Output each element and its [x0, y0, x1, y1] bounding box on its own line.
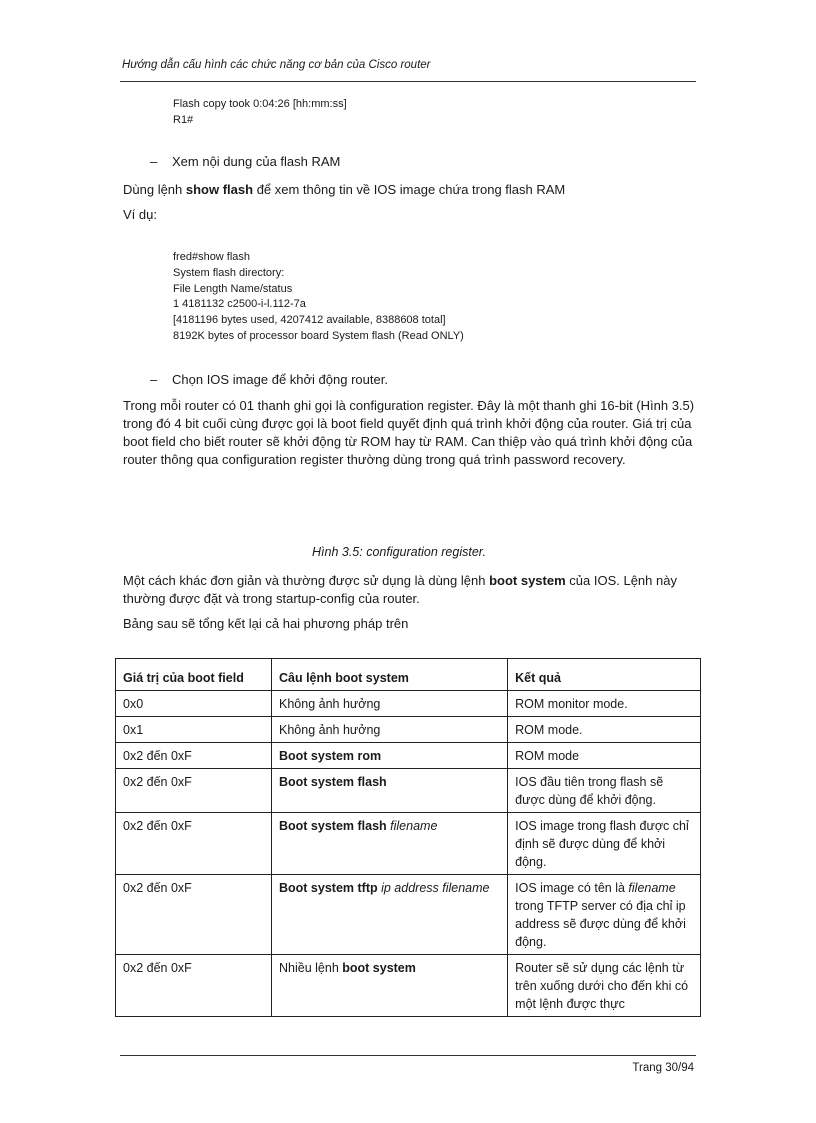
text: để xem thông tin về IOS image chứa trong flash RAM — [253, 182, 566, 197]
code-line: [4181196 bytes used, 4207412 available, 8388608 total] — [173, 314, 446, 327]
cell-result: IOS image trong flash được chỉ định sẽ được dùng để khởi động. — [508, 813, 701, 875]
table-row — [116, 875, 701, 955]
bullet-text: Chọn IOS image để khởi động router. — [172, 372, 388, 387]
code-line: Flash copy took 0:04:26 [hh:mm:ss] — [173, 98, 347, 110]
result-text: trong TFTP server có địa chỉ ip address sẽ được dùng để khởi động. — [515, 899, 686, 949]
cell-result: ROM mode — [508, 743, 701, 769]
command-text: boot system — [342, 961, 416, 975]
cell-command — [272, 813, 508, 875]
bullet-dash: – — [150, 372, 158, 387]
cell-command — [272, 769, 508, 813]
bullet-text: Xem nội dung của flash RAM — [172, 154, 341, 169]
paragraph-show-flash — [123, 181, 708, 199]
cell-boot-field: 0x1 — [116, 717, 272, 743]
cell-boot-field: 0x2 đến 0xF — [116, 743, 272, 769]
command-prefix: Nhiều lệnh — [279, 961, 339, 975]
bullet-dash: – — [150, 154, 158, 169]
result-filename: filename — [628, 881, 676, 895]
bullet-view-flash — [150, 154, 340, 169]
table-row — [116, 691, 701, 717]
cell-result: ROM monitor mode. — [508, 691, 701, 717]
example-label: Ví dụ: — [123, 207, 157, 222]
result-text: IOS image có tên là — [515, 881, 629, 895]
cell-result: IOS đầu tiên trong flash sẽ được dùng để khởi động. — [508, 769, 701, 813]
bullet-choose-ios — [150, 372, 388, 387]
code-line: File Length Name/status — [173, 282, 293, 295]
cell-command — [272, 875, 508, 955]
code-line: fred#show flash — [173, 251, 251, 263]
paragraph-config-register: Trong mỗi router có 01 thanh ghi gọi là configuration register. Đây là một thanh ghi 16-bit (Hình 3.5) trong đó 4 bit cuối cùng được gọi là boot field quyết định quá trình khởi động của router. Giá trị của boot field cho biết router sẽ khởi động từ ROM hay từ RAM. Can thiệp vào quá trình khởi động của router thông qua configuration register thường dùng trong quá trình password recovery. — [123, 398, 695, 467]
code-block-flash-copy — [173, 97, 347, 129]
footer-rule — [120, 1055, 696, 1056]
cell-boot-field: 0x2 đến 0xF — [116, 875, 272, 955]
paragraph-boot-system — [123, 572, 708, 608]
table-row — [116, 813, 701, 875]
command-text: Boot system flash — [279, 819, 387, 833]
cell-command: Không ảnh hưởng — [272, 691, 508, 717]
cell-command — [272, 955, 508, 1017]
code-line: System flash directory: — [173, 266, 285, 279]
code-line: R1# — [173, 113, 194, 126]
cell-command — [272, 743, 508, 769]
text: Một cách khác đơn giản và thường được sử dụng là dùng lệnh — [123, 573, 490, 588]
command-text: Boot system tftp — [279, 881, 378, 895]
figure-caption: Hình 3.5: configuration register. — [312, 545, 486, 559]
text: của IOS. Lệnh này thường được đặt và trong startup-config của router. — [123, 573, 677, 606]
page-number: Trang 30/94 — [632, 1062, 694, 1074]
table-row — [116, 955, 701, 1017]
text: Dùng lệnh — [123, 182, 186, 197]
cell-boot-field: 0x2 đến 0xF — [116, 769, 272, 813]
command-show-flash: show flash — [185, 182, 254, 197]
table-row — [116, 769, 701, 813]
table-header-row — [116, 659, 701, 691]
cell-result: Router sẽ sử dụng các lệnh từ trên xuống dưới cho đến khi có một lệnh được thực — [508, 955, 701, 1017]
paragraph-table-intro: Bảng sau sẽ tổng kết lại cả hai phương pháp trên — [123, 616, 409, 631]
column-header-boot-field: Giá trị của boot field — [116, 659, 272, 691]
cell-boot-field: 0x2 đến 0xF — [116, 813, 272, 875]
code-line: 1 4181132 c2500-i-l.112-7a — [173, 298, 306, 311]
cell-result — [508, 875, 701, 955]
command-text: Boot system flash — [279, 775, 387, 789]
cell-result: ROM mode. — [508, 717, 701, 743]
page-header: Hướng dẫn cấu hình các chức năng cơ bản của Cisco router — [122, 59, 431, 71]
command-arg: filename — [390, 819, 438, 833]
column-header-result: Kết quả — [508, 659, 701, 691]
command-arg: ip address filename — [381, 881, 490, 895]
code-line: 8192K bytes of processor board System flash (Read ONLY) — [173, 329, 464, 342]
table-row — [116, 743, 701, 769]
header-rule — [120, 81, 696, 82]
table-row — [116, 717, 701, 743]
command-boot-system: boot system — [489, 573, 566, 588]
cell-boot-field: 0x2 đến 0xF — [116, 955, 272, 1017]
column-header-command: Câu lệnh boot system — [272, 659, 508, 691]
boot-field-table — [115, 658, 701, 1017]
command-text: Boot system rom — [279, 749, 382, 763]
cell-boot-field: 0x0 — [116, 691, 272, 717]
cell-command: Không ảnh hưởng — [272, 717, 508, 743]
code-block-show-flash — [173, 250, 464, 345]
